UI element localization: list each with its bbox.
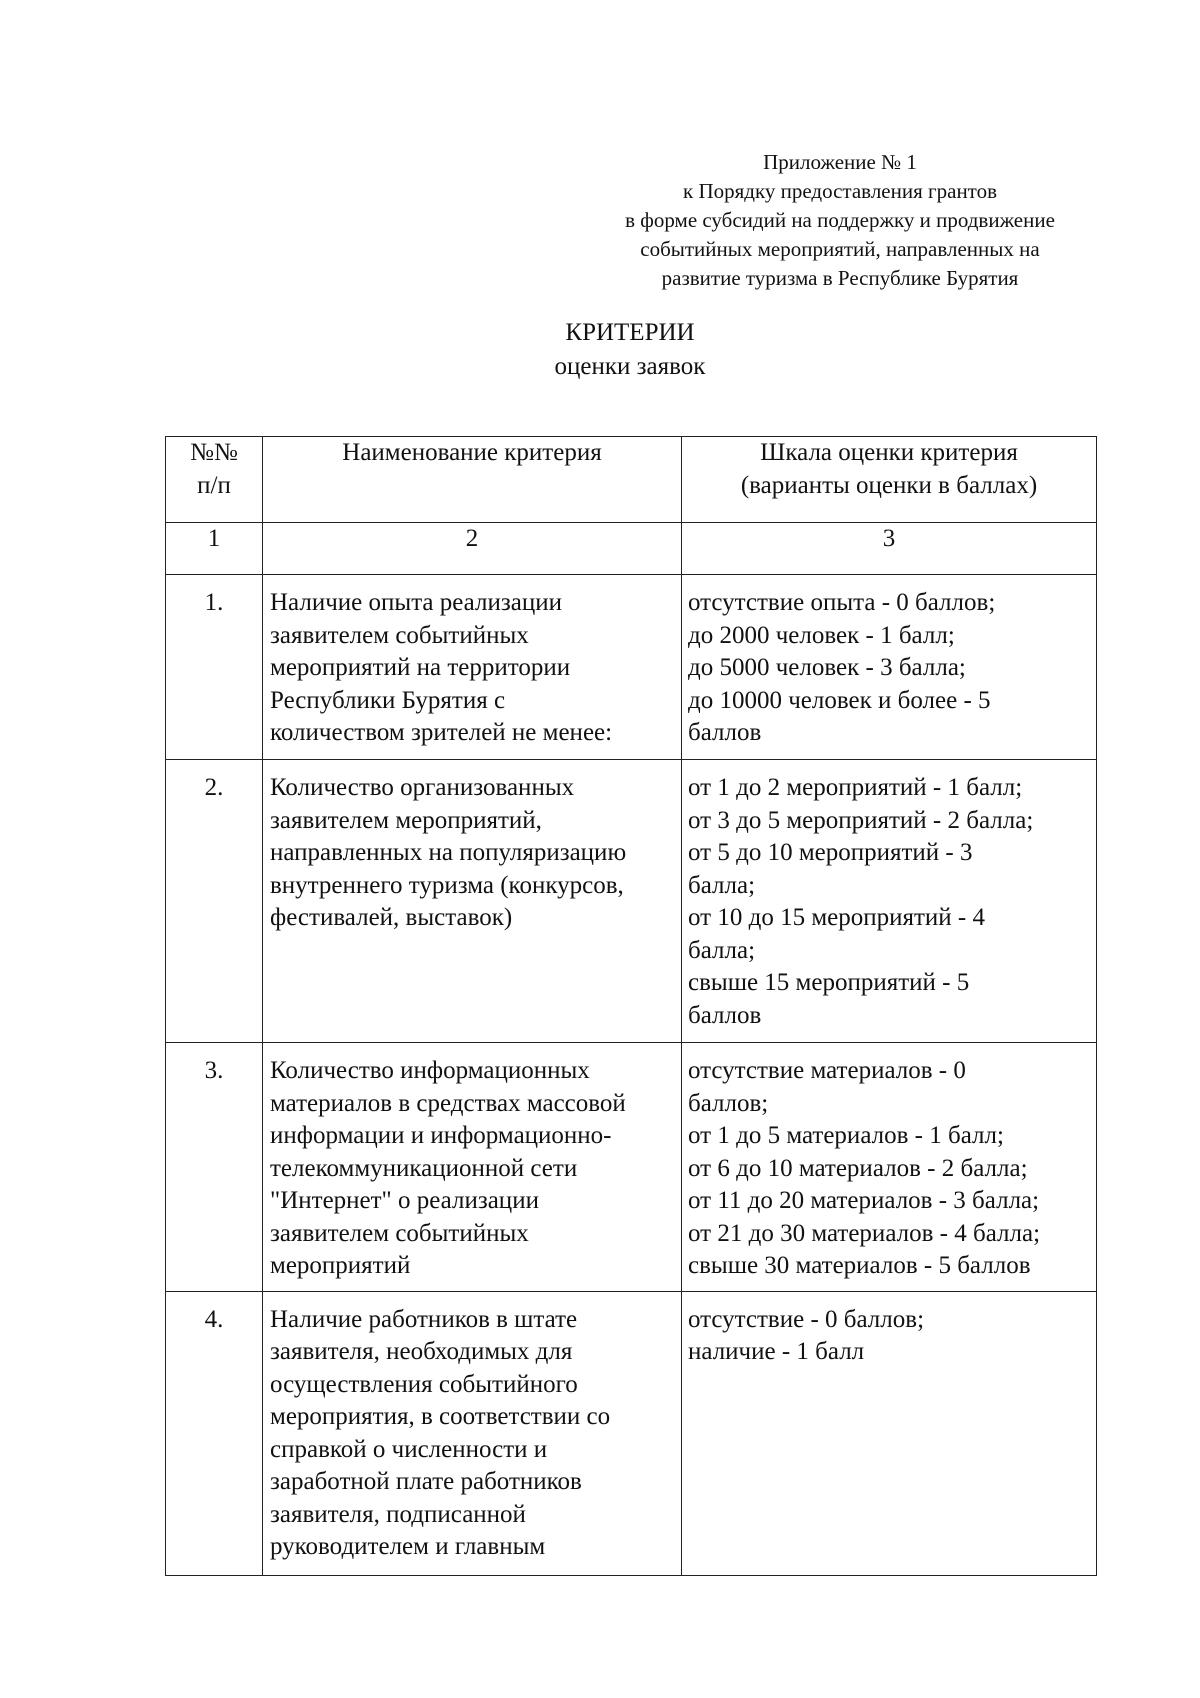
criterion-scale xyxy=(682,1291,1097,1575)
cell-line: осуществления событийного xyxy=(270,1370,578,1398)
cell-line: заявителем событийных xyxy=(270,1219,529,1247)
title-sub: оценки заявок xyxy=(554,353,706,380)
criterion-name xyxy=(263,760,682,1043)
cell-line: свыше 30 материалов - 5 баллов xyxy=(688,1252,1031,1279)
cell-line: от 3 до 5 мероприятий - 2 балла; xyxy=(688,806,1034,834)
criterion-name xyxy=(263,1043,682,1292)
cell-line: отсутствие опыта - 0 баллов; xyxy=(688,589,996,616)
row-number: 3. xyxy=(166,1043,263,1292)
criterion-name xyxy=(263,1291,682,1575)
cell-line: Наличие работников в штате xyxy=(270,1305,578,1333)
cell-line: баллов xyxy=(688,719,762,746)
cell-line: отсутствие - 0 баллов; xyxy=(688,1305,925,1333)
cell-line: заработной плате работников xyxy=(270,1468,582,1495)
cell-line: от 1 до 5 материалов - 1 балл; xyxy=(688,1122,1004,1149)
cell-line: мероприятий на территории xyxy=(270,654,571,681)
header-name-line: Наименование критерия xyxy=(342,439,602,466)
cell-line: до 2000 человек - 1 балл; xyxy=(688,621,955,649)
cell-line: до 5000 человек - 3 балла; xyxy=(688,654,966,681)
appendix-line: к Порядку предоставления грантов xyxy=(683,179,997,203)
cell-line: заявителем событийных xyxy=(270,621,529,649)
cell-line: "Интернет" о реализации xyxy=(270,1187,539,1214)
cell-line: внутреннего туризма (конкурсов, xyxy=(270,871,624,899)
cell-line: Количество организованных xyxy=(270,774,575,801)
header-num xyxy=(166,437,263,523)
criterion-scale xyxy=(682,575,1097,760)
cell-line: мероприятия, в соответствии со xyxy=(270,1403,611,1430)
table-row xyxy=(166,1043,1097,1292)
column-number-row xyxy=(166,523,1097,575)
appendix-line: в форме субсидий на поддержку и продвижение xyxy=(625,208,1055,232)
cell-line: отсутствие материалов - 0 xyxy=(688,1057,966,1084)
cell-line: свыше 15 мероприятий - 5 xyxy=(688,969,970,996)
cell-line: заявителя, подписанной xyxy=(270,1500,526,1528)
column-number: 3 xyxy=(682,523,1097,575)
header-scale-line: (варианты оценки в баллах) xyxy=(740,471,1038,499)
appendix-line: Приложение № 1 xyxy=(763,150,917,174)
cell-line: телекоммуникационной сети xyxy=(270,1154,578,1182)
cell-line: от 1 до 2 мероприятий - 1 балл; xyxy=(688,774,1023,801)
cell-line: заявителя, необходимых для xyxy=(270,1338,573,1365)
cell-line: от 5 до 10 мероприятий - 3 xyxy=(688,839,973,866)
cell-line: от 6 до 10 материалов - 2 балла; xyxy=(688,1154,1028,1182)
cell-line: балла; xyxy=(688,936,756,964)
cell-line: материалов в средствах массовой xyxy=(270,1089,626,1117)
criterion-name xyxy=(263,575,682,760)
header-name xyxy=(263,437,682,523)
cell-line: балла; xyxy=(688,871,756,899)
appendix-line: развитие туризма в Республике Бурятия xyxy=(661,266,1019,290)
cell-line: фестивалей, выставок) xyxy=(270,904,513,931)
cell-line: от 10 до 15 мероприятий - 4 xyxy=(688,904,985,931)
row-number: 4. xyxy=(166,1291,263,1575)
criteria-table xyxy=(165,436,1097,1576)
header-num-line: №№ xyxy=(190,439,238,466)
cell-line: мероприятий xyxy=(270,1252,411,1279)
cell-line: руководителем и главным xyxy=(270,1533,546,1560)
cell-line: информации и информационно- xyxy=(270,1122,612,1149)
cell-line: Наличие опыта реализации xyxy=(270,589,562,616)
cell-line: от 11 до 20 материалов - 3 балла; xyxy=(688,1187,1040,1214)
criterion-scale xyxy=(682,1043,1097,1292)
header-num-line: п/п xyxy=(197,471,231,499)
title-main: КРИТЕРИИ xyxy=(565,319,695,346)
cell-line: справкой о численности и xyxy=(270,1435,548,1463)
row-number: 1. xyxy=(166,575,263,760)
appendix-header xyxy=(560,148,1120,293)
criterion-scale xyxy=(682,760,1097,1043)
column-number: 2 xyxy=(263,523,682,575)
document-title xyxy=(0,316,1200,384)
cell-line: наличие - 1 балл xyxy=(688,1338,865,1365)
column-number: 1 xyxy=(166,523,263,575)
header-scale xyxy=(682,437,1097,523)
cell-line: Республики Бурятия с xyxy=(270,686,506,714)
appendix-line: событийных мероприятий, направленных на xyxy=(640,237,1040,261)
header-scale-line: Шкала оценки критерия xyxy=(760,439,1018,466)
cell-line: заявителем мероприятий, xyxy=(270,806,542,834)
table-row xyxy=(166,1291,1097,1575)
cell-line: до 10000 человек и более - 5 xyxy=(688,686,991,714)
cell-line: баллов; xyxy=(688,1089,769,1117)
cell-line: Количество информационных xyxy=(270,1057,590,1084)
table-row xyxy=(166,575,1097,760)
cell-line: баллов xyxy=(688,1001,762,1029)
table-header-row xyxy=(166,437,1097,523)
row-number: 2. xyxy=(166,760,263,1043)
cell-line: от 21 до 30 материалов - 4 балла; xyxy=(688,1219,1041,1247)
cell-line: направленных на популяризацию xyxy=(270,839,627,866)
table-row xyxy=(166,760,1097,1043)
cell-line: количеством зрителей не менее: xyxy=(270,719,613,746)
